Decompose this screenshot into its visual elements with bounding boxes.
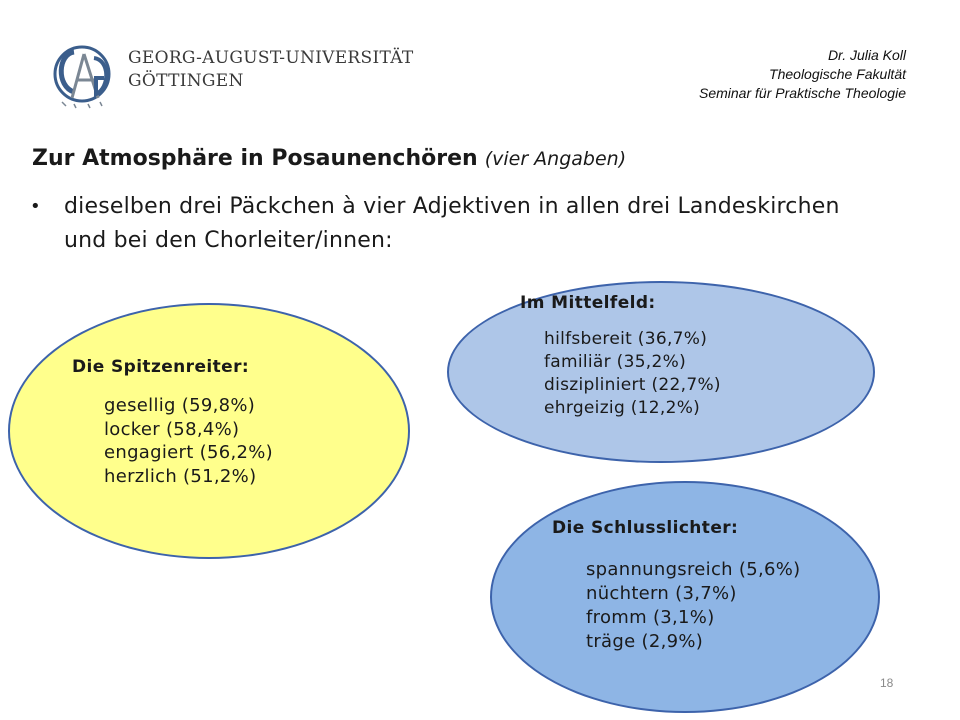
author-seminar: Seminar für Praktische Theologie (699, 85, 906, 101)
list-item: träge (2,9%) (586, 631, 704, 652)
university-name-line2: GÖTTINGEN (128, 71, 244, 91)
author-faculty: Theologische Fakultät (769, 66, 906, 82)
list-item: fromm (3,1%) (586, 607, 715, 628)
bottom-group-title: Die Schlusslichter: (552, 518, 739, 538)
list-item: herzlich (51,2%) (104, 465, 257, 487)
bottom-group-list (586, 558, 800, 654)
bullet-icon: • (30, 196, 41, 217)
university-logo (44, 40, 414, 110)
bullet-point (30, 190, 870, 258)
author-name: Dr. Julia Koll (827, 47, 906, 63)
university-seal-icon (44, 40, 120, 110)
top-group-list (104, 394, 273, 488)
middle-group-title: Im Mittelfeld: (520, 293, 656, 313)
top-group-title: Die Spitzenreiter: (72, 357, 250, 377)
author-info (699, 46, 906, 103)
list-item: hilfsbereit (36,7%) (544, 329, 708, 349)
slide-title: Zur Atmosphäre in Posaunenchören (32, 146, 478, 171)
list-item: locker (58,4%) (104, 418, 240, 440)
slide-heading (32, 146, 626, 171)
middle-group-list (544, 328, 721, 420)
list-item: nüchtern (3,7%) (586, 583, 737, 604)
page-number: 18 (880, 676, 894, 690)
list-item: diszipliniert (22,7%) (544, 375, 721, 395)
university-name-line1: GEORG-AUGUST-UNIVERSITÄT (128, 48, 414, 68)
list-item: familiär (35,2%) (544, 352, 687, 372)
slide-title-note: (vier Angaben) (484, 148, 627, 170)
list-item: spannungsreich (5,6%) (586, 559, 801, 580)
list-item: ehrgeizig (12,2%) (544, 398, 701, 418)
bullet-text: dieselben drei Päckchen à vier Adjektiven in allen drei Landeskirchen und bei den Chorleiter/innen: (64, 194, 840, 253)
list-item: gesellig (59,8%) (104, 395, 256, 416)
list-item: engagiert (56,2%) (104, 442, 273, 463)
